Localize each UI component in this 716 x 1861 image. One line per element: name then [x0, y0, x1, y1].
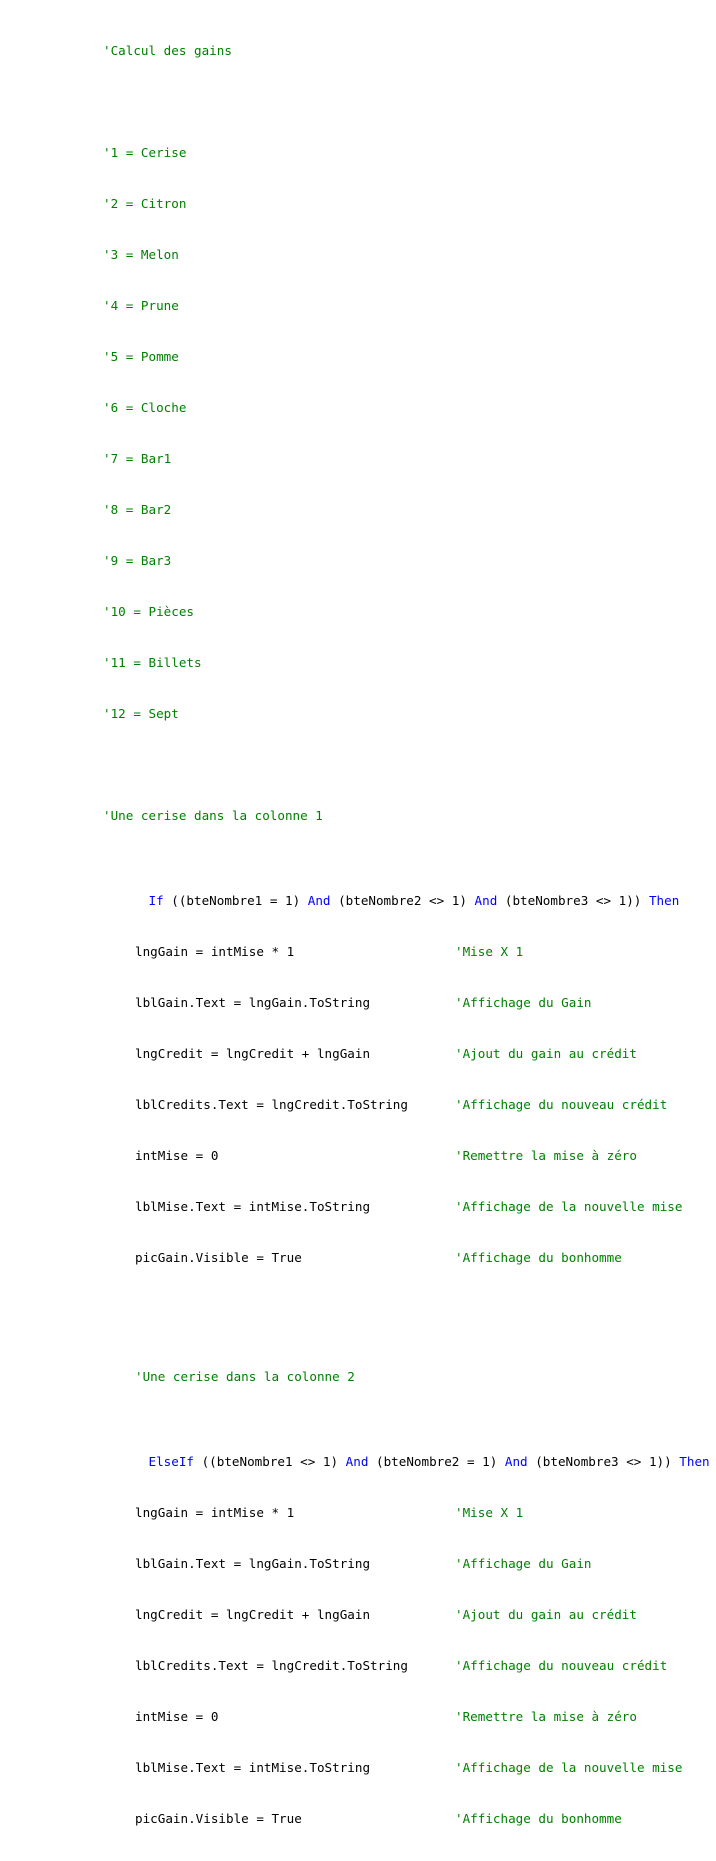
code-line[interactable]: 'Calcul des gains [103, 43, 232, 58]
keyword: Then [679, 1454, 710, 1469]
code-text: lngGain = intMise * 1 [135, 944, 295, 959]
code-text: ((bteNombre1 <> 1) [194, 1454, 346, 1469]
code-line[interactable] [0, 1096, 710, 1113]
trailing-comment: 'Ajout du gain au crédit [455, 1607, 637, 1622]
code-text: (bteNombre3 <> 1)) [527, 1454, 680, 1469]
code-area[interactable] [0, 8, 710, 1861]
code-line[interactable] [0, 1759, 710, 1776]
code-line[interactable] [0, 1249, 710, 1266]
trailing-comment: 'Remettre la mise à zéro [455, 1709, 637, 1724]
code-line[interactable] [0, 1708, 710, 1725]
code-text: intMise = 0 [135, 1148, 219, 1163]
code-line[interactable]: '9 = Bar3 [103, 553, 172, 568]
code-line[interactable]: '1 = Cerise [103, 145, 187, 160]
code-line[interactable] [0, 1810, 710, 1827]
code-line[interactable]: '4 = Prune [103, 298, 179, 313]
keyword: And [345, 1454, 369, 1469]
keyword: And [307, 893, 331, 908]
trailing-comment: 'Remettre la mise à zéro [455, 1148, 637, 1163]
trailing-comment: 'Affichage du nouveau crédit [455, 1658, 668, 1673]
trailing-comment: 'Mise X 1 [455, 944, 524, 959]
keyword: And [474, 893, 498, 908]
code-line[interactable]: '6 = Cloche [103, 400, 187, 415]
code-line[interactable] [0, 756, 710, 773]
trailing-comment: 'Affichage du Gain [455, 995, 592, 1010]
code-text: lblCredits.Text = lngCredit.ToString [135, 1097, 408, 1112]
code-text: picGain.Visible = True [135, 1250, 302, 1265]
code-line[interactable]: '8 = Bar2 [103, 502, 172, 517]
code-text: (bteNombre3 <> 1)) [497, 893, 649, 908]
code-line[interactable]: '12 = Sept [103, 706, 179, 721]
keyword: And [504, 1454, 528, 1469]
trailing-comment: 'Ajout du gain au crédit [455, 1046, 637, 1061]
code-line[interactable]: 'Une cerise dans la colonne 2 [135, 1369, 355, 1384]
code-line[interactable] [0, 943, 710, 960]
code-text: lblGain.Text = lngGain.ToString [135, 995, 371, 1010]
code-line[interactable] [0, 1436, 710, 1469]
code-line[interactable]: '3 = Melon [103, 247, 179, 262]
code-text: picGain.Visible = True [135, 1811, 302, 1826]
code-line[interactable] [0, 93, 710, 110]
code-text: (bteNombre2 <> 1) [330, 893, 475, 908]
code-line[interactable] [0, 875, 710, 908]
code-line[interactable]: '7 = Bar1 [103, 451, 172, 466]
code-text: lblMise.Text = intMise.ToString [135, 1760, 371, 1775]
code-text: lngCredit = lngCredit + lngGain [135, 1046, 371, 1061]
code-line[interactable] [0, 1555, 710, 1572]
code-line[interactable] [0, 1147, 710, 1164]
code-line[interactable]: '11 = Billets [103, 655, 202, 670]
code-text: lblCredits.Text = lngCredit.ToString [135, 1658, 408, 1673]
code-line[interactable] [0, 1198, 710, 1215]
code-line[interactable] [0, 1657, 710, 1674]
trailing-comment: 'Affichage du Gain [455, 1556, 592, 1571]
code-line[interactable] [0, 1504, 710, 1521]
keyword: If [148, 893, 164, 908]
code-text: lngCredit = lngCredit + lngGain [135, 1607, 371, 1622]
code-text: intMise = 0 [135, 1709, 219, 1724]
keyword: Then [648, 893, 680, 908]
trailing-comment: 'Affichage du bonhomme [455, 1811, 622, 1826]
code-line[interactable]: '10 = Pièces [103, 604, 194, 619]
code-line[interactable]: '5 = Pomme [103, 349, 179, 364]
trailing-comment: 'Affichage du bonhomme [455, 1250, 622, 1265]
code-line[interactable]: 'Une cerise dans la colonne 1 [103, 808, 323, 823]
trailing-comment: 'Mise X 1 [455, 1505, 524, 1520]
code-line[interactable] [0, 994, 710, 1011]
code-text: lblGain.Text = lngGain.ToString [135, 1556, 371, 1571]
trailing-comment: 'Affichage de la nouvelle mise [455, 1760, 683, 1775]
code-text: ((bteNombre1 = 1) [163, 893, 308, 908]
trailing-comment: 'Affichage du nouveau crédit [455, 1097, 668, 1112]
code-line[interactable]: '2 = Citron [103, 196, 187, 211]
code-line[interactable] [0, 1317, 710, 1334]
code-text: lngGain = intMise * 1 [135, 1505, 295, 1520]
code-text: lblMise.Text = intMise.ToString [135, 1199, 371, 1214]
code-text: (bteNombre2 = 1) [368, 1454, 505, 1469]
trailing-comment: 'Affichage de la nouvelle mise [455, 1199, 683, 1214]
code-line[interactable] [0, 1606, 710, 1623]
keyword: ElseIf [148, 1454, 194, 1469]
code-line[interactable] [0, 1045, 710, 1062]
